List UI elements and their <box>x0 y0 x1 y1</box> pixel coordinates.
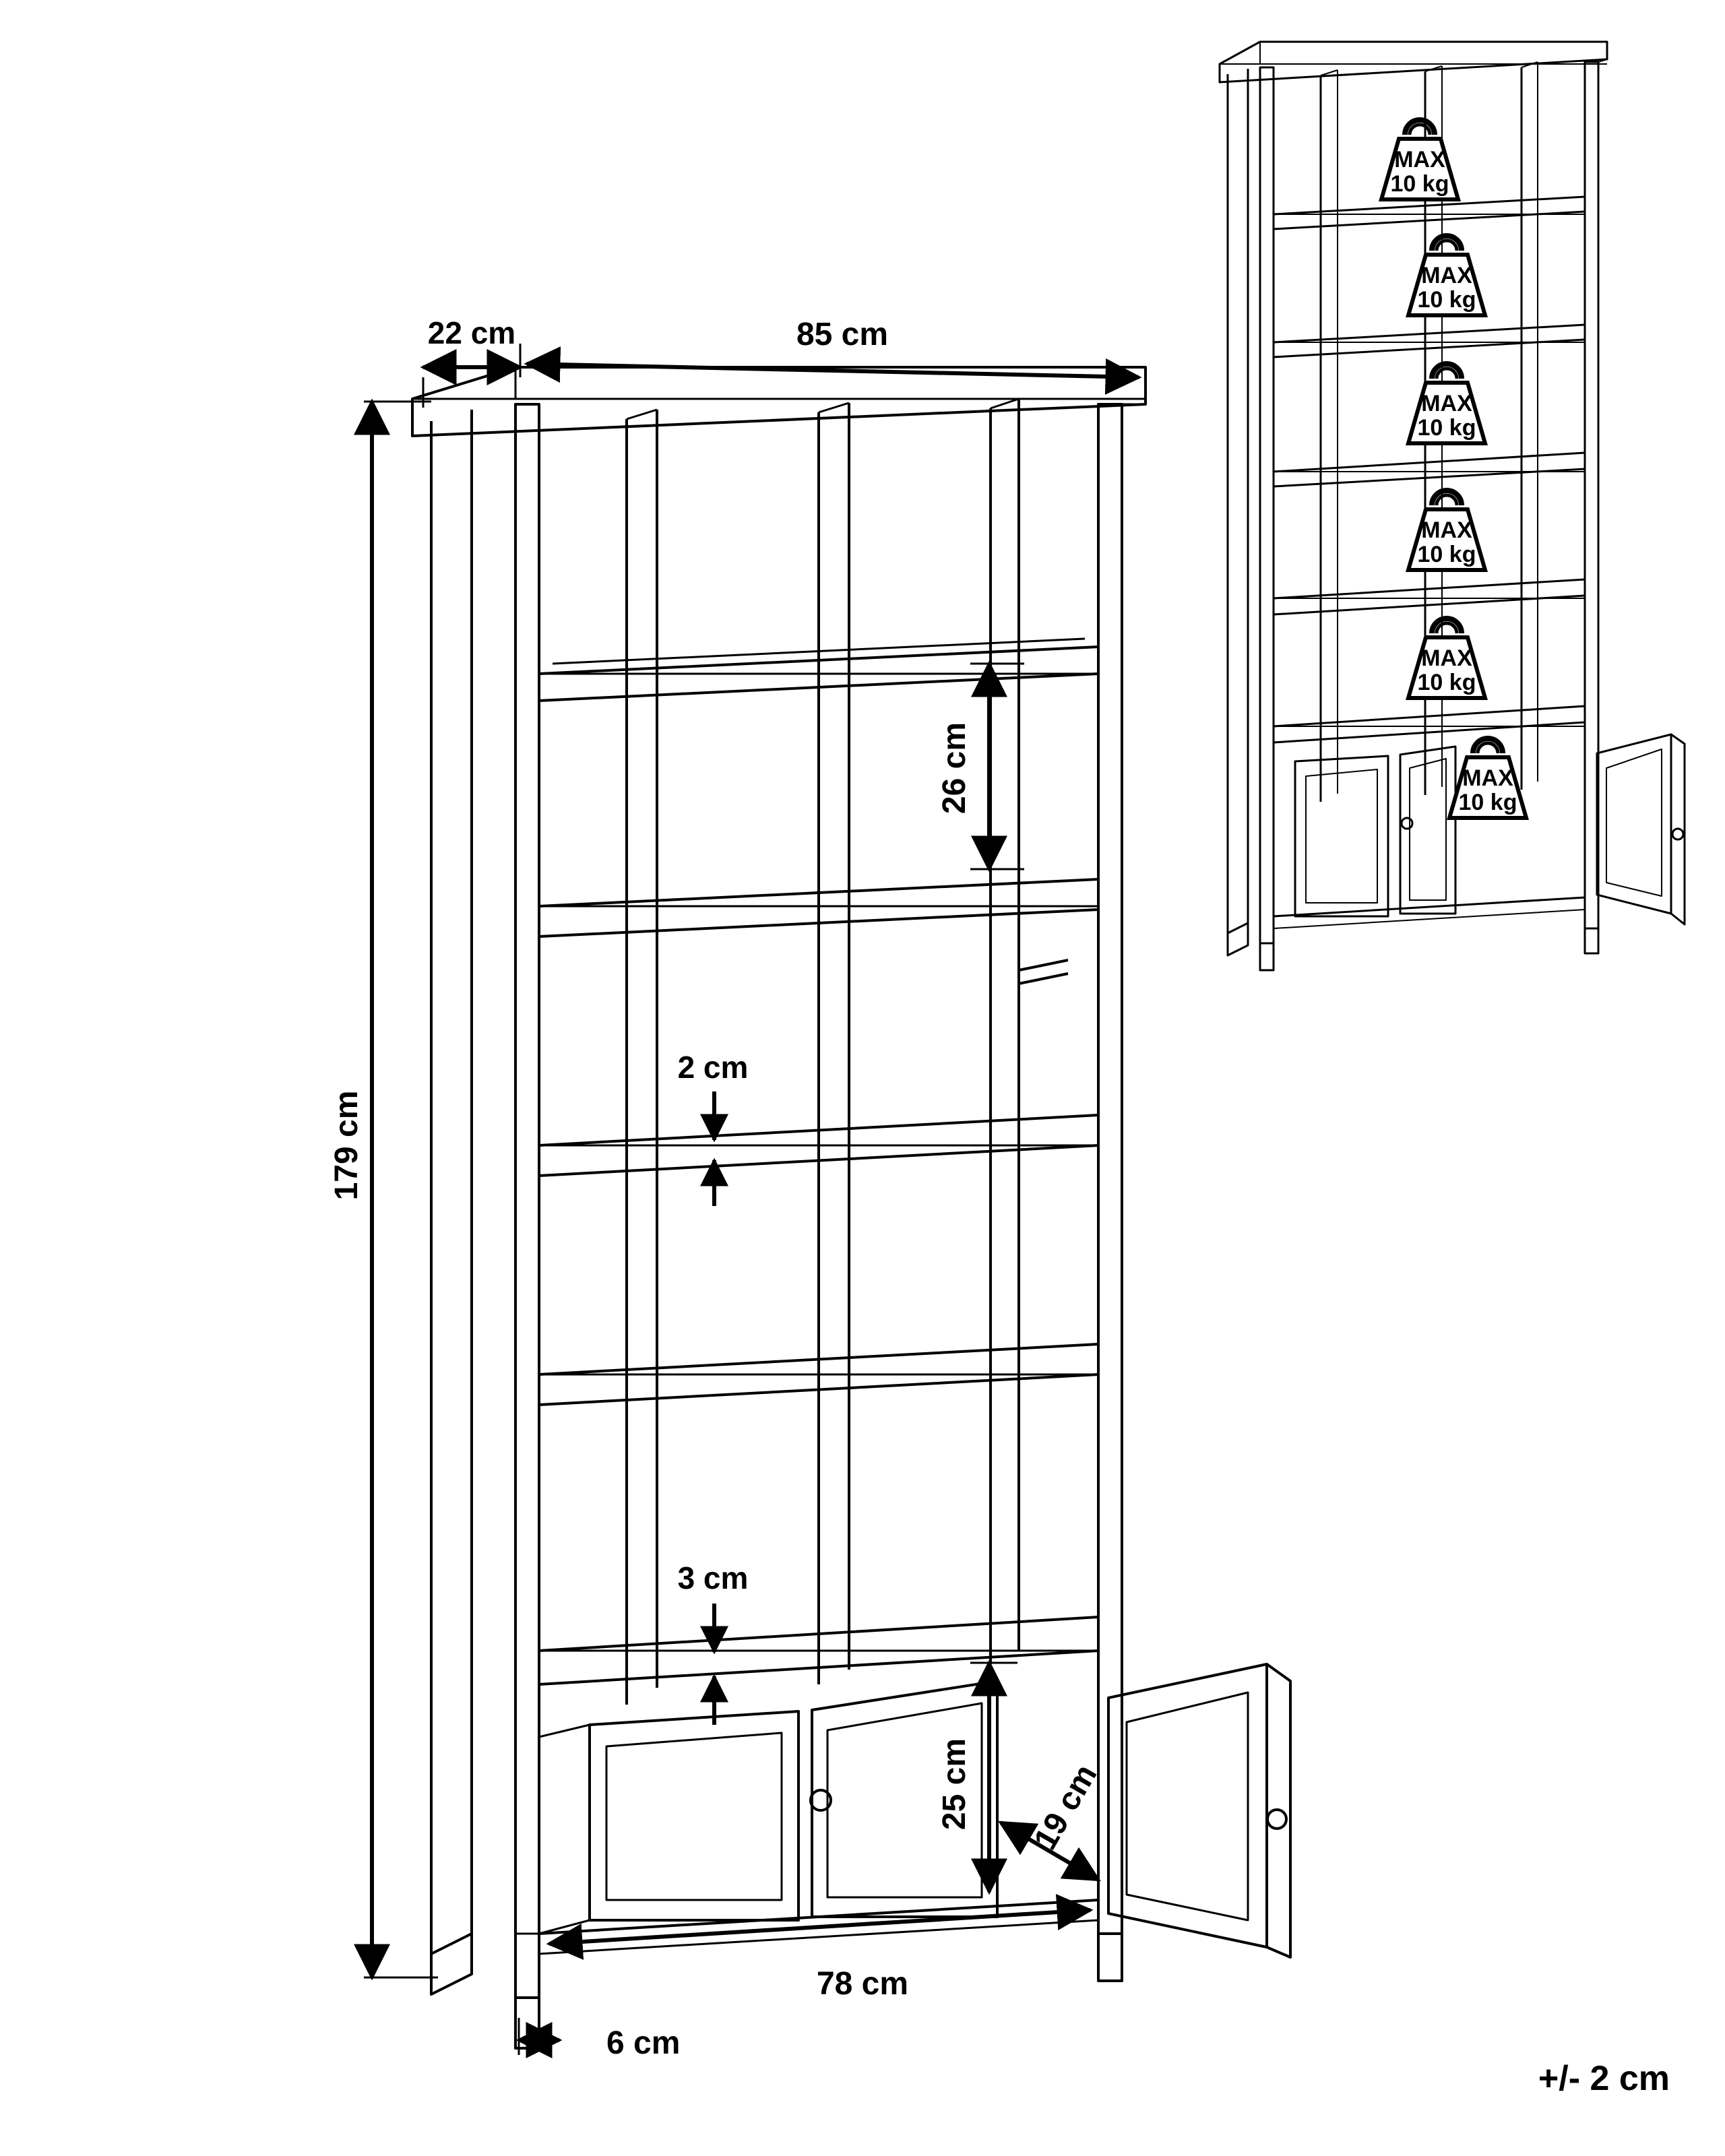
dim-label-depth: 22 cm <box>427 315 516 350</box>
weight-label-max-3: MAX <box>1421 391 1472 416</box>
dim-label-cabinet-height: 25 cm <box>937 1738 972 1831</box>
dim-label-height: 179 cm <box>329 1090 365 1201</box>
right-front-stile <box>1098 404 1122 1934</box>
dim-label-foot: 6 cm <box>606 2025 681 2061</box>
dim-label-thickness-2: 2 cm <box>677 1050 749 1085</box>
dim-label-shelf-gap: 26 cm <box>937 722 972 815</box>
cabinet-left-door-panel <box>606 1733 782 1900</box>
weight-label-kg-1: 10 kg <box>1390 171 1449 197</box>
dim-label-width: 85 cm <box>796 317 889 352</box>
weight-label-max-1: MAX <box>1394 147 1445 172</box>
weight-label-max-2: MAX <box>1421 263 1472 288</box>
bookcase-main-illustration <box>412 367 1290 2048</box>
weight-label-kg-4: 10 kg <box>1417 542 1476 567</box>
weight-icon-1 <box>1381 120 1458 199</box>
load-open-door <box>1597 734 1671 914</box>
top-board <box>412 367 1146 436</box>
tolerance-note: +/- 2 cm <box>1538 2059 1670 2098</box>
weight-label-max-5: MAX <box>1421 645 1472 671</box>
right-front-foot <box>1098 1934 1122 1981</box>
weight-label-max-6: MAX <box>1462 765 1513 791</box>
cabinet-left-door <box>590 1711 798 1920</box>
load-cabinet-right-door <box>1400 747 1455 914</box>
dimension-lines-main <box>364 344 1139 2055</box>
open-door-knob <box>1267 1810 1286 1829</box>
open-door-panel <box>1127 1692 1248 1920</box>
weight-icon-6 <box>1449 738 1526 818</box>
weight-icon-3 <box>1408 364 1485 443</box>
dim-label-thickness-3: 3 cm <box>677 1560 749 1595</box>
weight-icons-group <box>1381 120 1526 818</box>
weight-label-kg-3: 10 kg <box>1417 415 1476 441</box>
left-front-stile <box>515 404 539 1998</box>
load-cabinet-left-door <box>1295 756 1388 916</box>
dim-label-base-width: 78 cm <box>816 1966 909 2002</box>
load-left-stile <box>1260 67 1274 943</box>
weight-label-kg-5: 10 kg <box>1417 670 1476 695</box>
weight-icon-5 <box>1408 619 1485 698</box>
weight-label-kg-6: 10 kg <box>1458 790 1517 815</box>
weight-label-kg-2: 10 kg <box>1417 287 1476 313</box>
load-top-board <box>1220 42 1607 82</box>
left-side-panel <box>431 410 472 1954</box>
dim-label-cabinet-depth: 19 cm <box>1027 1758 1104 1856</box>
weight-icon-2 <box>1408 236 1485 315</box>
weight-icon-4 <box>1408 490 1485 570</box>
load-left-side <box>1228 69 1248 933</box>
weight-label-max-4: MAX <box>1421 517 1472 543</box>
